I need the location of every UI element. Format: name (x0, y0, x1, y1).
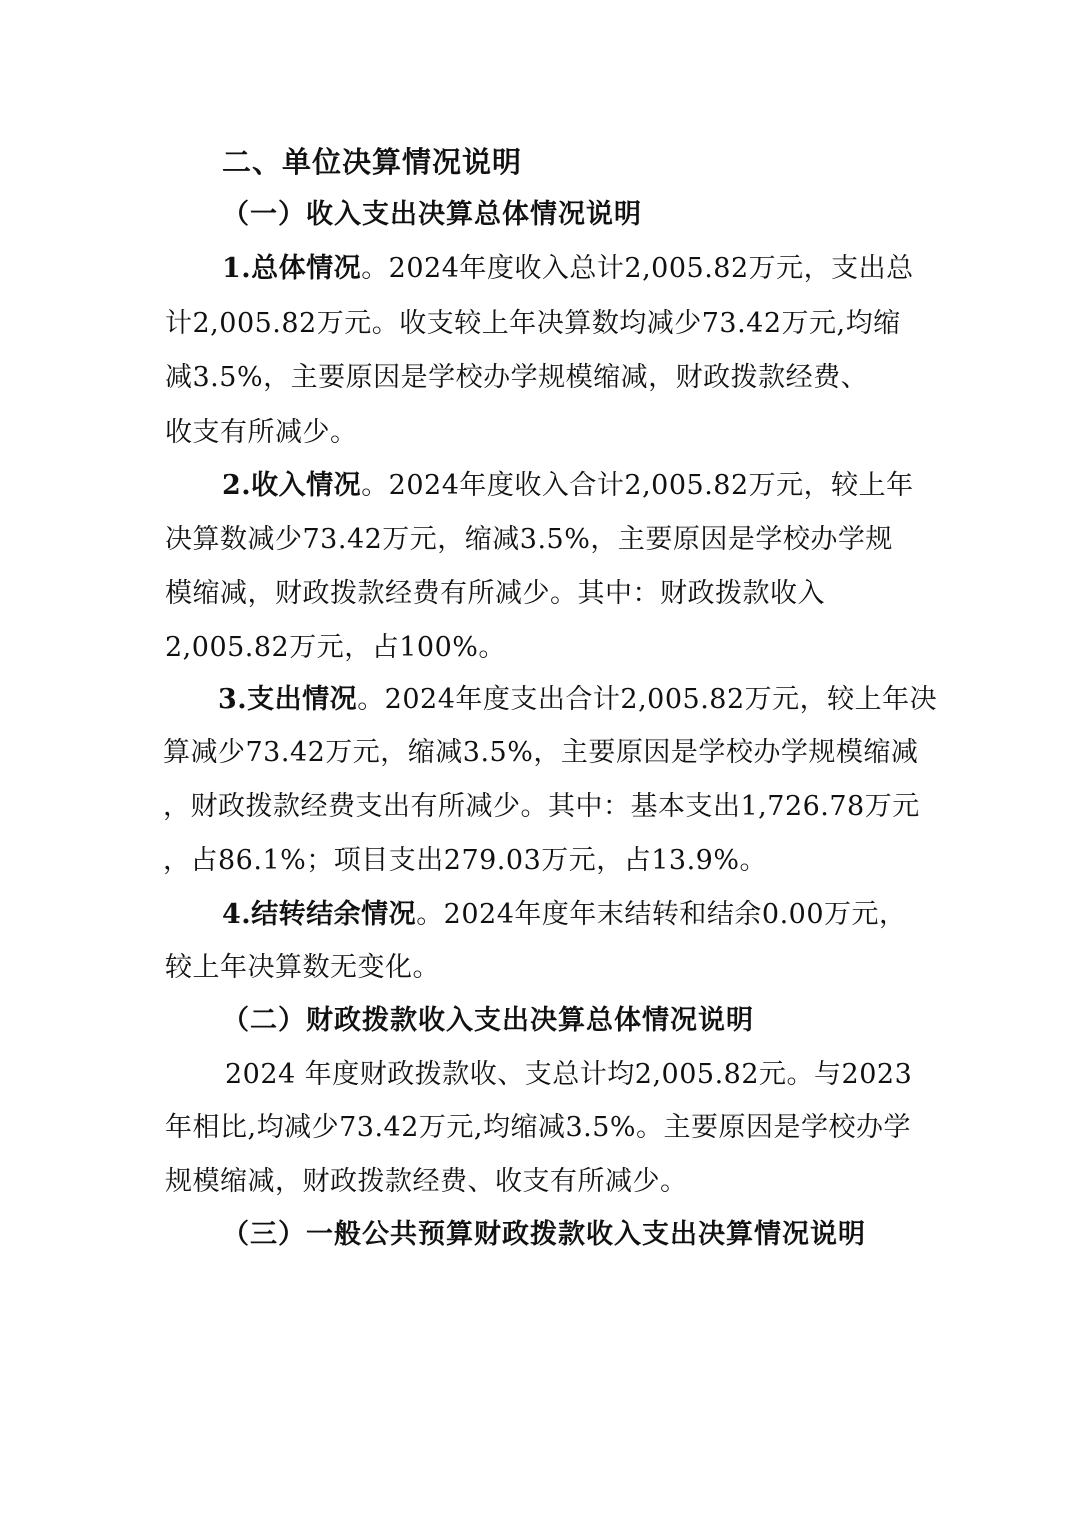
para-2-label: 2.收入情况 (222, 470, 362, 501)
para-3-line-1 (218, 675, 937, 725)
para-2-line-3: 模缩减，财政拨款经费有所减少。其中：财政拨款收入 (165, 578, 825, 609)
para-1-label: 1.总体情况 (222, 253, 362, 284)
subsection-3-heading: （三）一般公共预算财政拨款收入支出决算情况说明 (222, 1219, 866, 1250)
sub2-line-3: 规模缩减，财政拨款经费、收支有所减少。 (165, 1166, 688, 1197)
para-3-line-3: ，财政拨款经费支出有所减少。其中：基本支出1,726.78万元 (163, 791, 920, 822)
para-2-line-4: 2,005.82万元，占100%。 (165, 632, 506, 663)
subsection-2-heading: （二）财政拨款收入支出决算总体情况说明 (222, 1005, 754, 1036)
para-4-line-2: 较上年决算数无变化。 (165, 952, 440, 983)
para-1-line-1 (222, 244, 914, 294)
para-2-text: 。2024年度收入合计2,005.82万元，较上年 (361, 470, 914, 501)
para-3-line-4: ，占86.1%；项目支出279.03万元，占13.9%。 (163, 845, 768, 876)
para-1-line-3: 减3.5%，主要原因是学校办学规模缩减，财政拨款经费、 (165, 362, 869, 393)
para-3-line-2: 算减少73.42万元，缩减3.5%，主要原因是学校办学规模缩减 (163, 737, 919, 768)
para-4-label: 4.结转结余情况 (222, 899, 417, 930)
para-2-line-1 (222, 461, 914, 511)
subsection-1-heading: （一）收入支出决算总体情况说明 (222, 199, 642, 230)
para-1-text: 。2024年度收入总计2,005.82万元，支出总 (361, 253, 914, 284)
para-1-line-4: 收支有所减少。 (165, 417, 358, 448)
para-4-line-1 (222, 890, 907, 940)
para-3-label: 3.支出情况 (218, 684, 358, 715)
sub2-line-1: 2024 年度财政拨款收、支总计均2,005.82元。与2023 (225, 1059, 913, 1090)
sub2-line-2: 年相比,均减少73.42万元,均缩减3.5%。主要原因是学校办学 (165, 1112, 912, 1143)
para-2-line-2: 决算数减少73.42万元，缩减3.5%，主要原因是学校办学规 (165, 524, 893, 555)
para-4-text: 。2024年度年末结转和结余0.00万元， (416, 899, 907, 930)
para-1-line-2: 计2,005.82万元。收支较上年决算数均减少73.42万元,均缩 (165, 308, 901, 339)
para-3-text: 。2024年度支出合计2,005.82万元，较上年决 (357, 684, 938, 715)
section-title: 二、单位决算情况说明 (222, 145, 523, 179)
